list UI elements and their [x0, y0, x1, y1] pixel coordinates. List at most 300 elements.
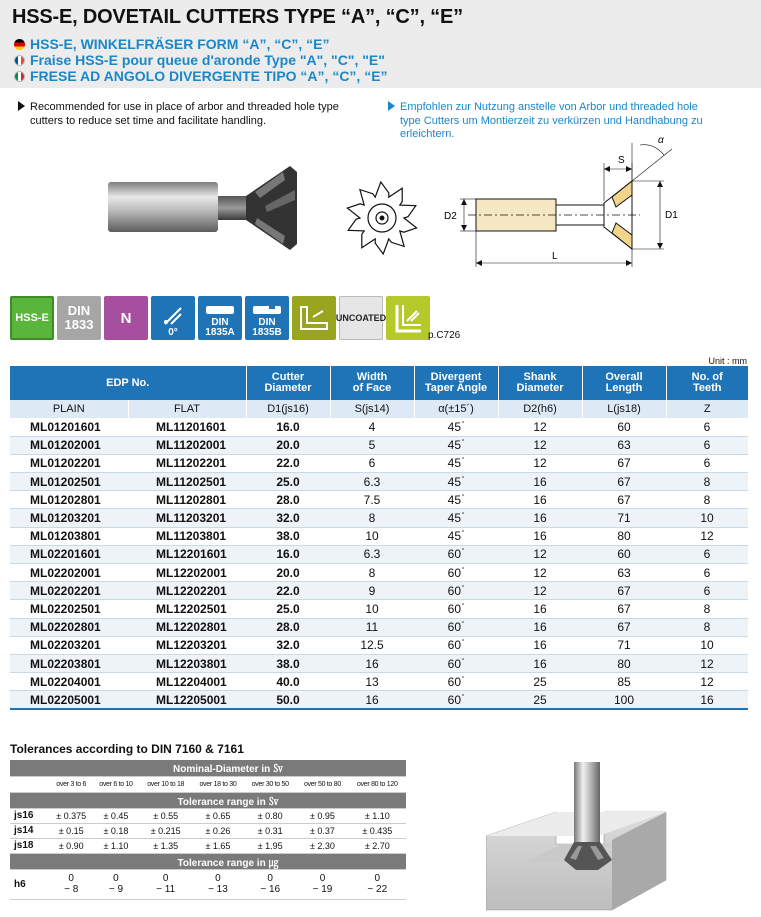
cell-flat: ML11203201	[128, 509, 246, 527]
badge-n	[104, 296, 148, 340]
tolerance-corner	[10, 776, 50, 792]
cell-z: 6	[666, 582, 748, 600]
cell-s: 13	[330, 673, 414, 691]
table-row	[10, 436, 748, 454]
tolerance-value: ± 0.18	[92, 823, 139, 838]
cell-d1: 32.0	[246, 636, 330, 654]
cell-s: 11	[330, 618, 414, 636]
degree-mark: ˚	[462, 603, 465, 611]
subtitle-fr-text: Fraise HSS-E pour queue d'aronde Type "A", "C", "E"	[30, 52, 385, 68]
subheader-z: Z	[666, 400, 748, 418]
tolerance-row	[10, 838, 406, 853]
product-table	[10, 366, 748, 710]
h6-upper: 0	[374, 873, 381, 884]
cell-alpha: 45˚	[414, 473, 498, 491]
tolerance-value: ± 0.80	[244, 808, 296, 823]
cell-s: 16	[330, 654, 414, 672]
tolerance-value: ± 0.15	[50, 823, 92, 838]
cell-d2: 16	[498, 636, 582, 654]
h6-upper: 0	[319, 873, 326, 884]
cell-d2: 16	[498, 527, 582, 545]
cell-plain: ML02203801	[10, 654, 128, 672]
badge-helix-angle	[151, 296, 195, 340]
table-row	[10, 600, 748, 618]
label-s: S	[618, 155, 625, 166]
cell-flat: ML11202201	[128, 454, 246, 472]
tolerance-value: ± 1.10	[92, 838, 139, 853]
table-row	[10, 636, 748, 654]
cutter-photo	[105, 160, 305, 260]
tolerance-corner	[10, 853, 50, 869]
cell-plain: ML02202001	[10, 564, 128, 582]
cell-d2: 12	[498, 436, 582, 454]
header-teeth: No. of Teeth	[666, 366, 748, 400]
cell-flat: ML12205001	[128, 691, 246, 709]
cell-plain: ML02202201	[10, 582, 128, 600]
cell-d1: 40.0	[246, 673, 330, 691]
badge-din-top: DIN	[67, 303, 91, 318]
cell-d2: 12	[498, 545, 582, 563]
tolerance-label: js14	[10, 823, 50, 838]
cell-alpha: 60˚	[414, 618, 498, 636]
cell-l: 100	[582, 691, 666, 709]
tolerance-nominal-header	[10, 760, 406, 776]
table-row	[10, 509, 748, 527]
german-flag-icon	[14, 39, 25, 50]
subtitle-it-text: FRESE AD ANGOLO DIVERGENTE TIPO “A”, “C”, “E”	[30, 68, 388, 84]
cell-alpha: 45˚	[414, 436, 498, 454]
cell-d1: 16.0	[246, 545, 330, 563]
cell-l: 71	[582, 509, 666, 527]
cell-d2: 16	[498, 473, 582, 491]
table-row	[10, 473, 748, 491]
cell-alpha: 60˚	[414, 545, 498, 563]
subheader-flat: FLAT	[128, 400, 246, 418]
cell-z: 8	[666, 473, 748, 491]
label-d1: D1	[665, 210, 678, 221]
italian-flag-icon	[14, 71, 25, 82]
tolerance-table	[10, 760, 406, 900]
degree-mark: ˚	[462, 531, 465, 539]
cell-flat: ML11202501	[128, 473, 246, 491]
table-row	[10, 582, 748, 600]
tolerance-value: ± 0.435	[349, 823, 406, 838]
cell-l: 71	[582, 636, 666, 654]
range-cell: over 18 to 30	[192, 776, 244, 792]
cell-d2: 16	[498, 654, 582, 672]
tolerance-range-mm-header: Tolerance range in ㏜	[50, 792, 406, 808]
degree-mark: ˚	[462, 494, 465, 502]
cell-alpha: 45˚	[414, 509, 498, 527]
page-title: HSS-E, DOVETAIL CUTTERS TYPE “A”, “C”, “E”	[12, 6, 463, 28]
subheader-alpha: α(±15´)	[414, 400, 498, 418]
cell-flat: ML12201601	[128, 545, 246, 563]
cell-d2: 25	[498, 673, 582, 691]
cell-flat: ML12202801	[128, 618, 246, 636]
badge-uncoated-label: UNCOATED	[335, 313, 387, 323]
cell-d1: 38.0	[246, 527, 330, 545]
cell-z: 12	[666, 654, 748, 672]
cell-l: 67	[582, 600, 666, 618]
cell-d2: 12	[498, 582, 582, 600]
subheader-d2: D2(h6)	[498, 400, 582, 418]
cell-d1: 16.0	[246, 418, 330, 436]
table-row	[10, 418, 748, 436]
tolerance-value: ± 2.70	[349, 838, 406, 853]
badge-din-bottom: 1833	[64, 317, 94, 332]
table-row	[10, 545, 748, 563]
badge-din-b-top: DIN	[258, 317, 276, 328]
table-row	[10, 673, 748, 691]
cell-s: 12.5	[330, 636, 414, 654]
tolerance-value: ± 0.215	[140, 823, 192, 838]
badge-din-1833	[57, 296, 101, 340]
cell-s: 7.5	[330, 491, 414, 509]
cell-alpha: 60˚	[414, 654, 498, 672]
tolerance-value: ± 0.65	[192, 808, 244, 823]
degree-mark: ˚	[462, 513, 465, 521]
badge-hss-label: HSS-E	[15, 312, 49, 324]
cell-s: 10	[330, 600, 414, 618]
tolerance-value: ± 0.45	[92, 808, 139, 823]
header-cutter-diameter: Cutter Diameter	[246, 366, 330, 400]
h6-lower: − 9	[108, 884, 124, 895]
range-cell: over 3 to 6	[50, 776, 92, 792]
table-row	[10, 491, 748, 509]
range-cell: over 50 to 80	[296, 776, 348, 792]
cell-d2: 12	[498, 564, 582, 582]
tolerance-value: ± 1.65	[192, 838, 244, 853]
cell-flat: ML12203801	[128, 654, 246, 672]
cell-z: 10	[666, 636, 748, 654]
badge-din-1835b	[245, 296, 289, 340]
degree-mark: ˚	[462, 549, 465, 557]
cell-alpha: 60˚	[414, 564, 498, 582]
cell-z: 6	[666, 418, 748, 436]
cell-z: 10	[666, 509, 748, 527]
cell-l: 60	[582, 418, 666, 436]
cell-d2: 16	[498, 600, 582, 618]
cell-l: 63	[582, 436, 666, 454]
bullet-triangle-icon	[18, 101, 25, 111]
note-en-line2: cutters to reduce set time and facilitate handling.	[30, 114, 267, 127]
tolerance-label: js18	[10, 838, 50, 853]
subheader-l: L(js18)	[582, 400, 666, 418]
cell-l: 67	[582, 582, 666, 600]
badge-angle-label: 0°	[168, 327, 178, 338]
shank-plain-icon	[204, 305, 236, 315]
tolerance-value	[244, 869, 296, 899]
tolerance-value: ± 0.26	[192, 823, 244, 838]
shank-shape	[108, 182, 218, 232]
tolerance-title: Tolerances according to DIN 7160 & 7161	[10, 742, 244, 756]
cell-plain: ML01202501	[10, 473, 128, 491]
cell-s: 16	[330, 691, 414, 709]
tolerance-corner	[10, 792, 50, 808]
cell-flat: ML12203201	[128, 636, 246, 654]
h6-lower: − 19	[312, 884, 333, 895]
badge-din-a-bottom: 1835A	[205, 327, 235, 338]
subheader-plain: PLAIN	[10, 400, 128, 418]
tolerance-value: ± 1.35	[140, 838, 192, 853]
cell-z: 6	[666, 545, 748, 563]
cell-s: 6.3	[330, 473, 414, 491]
cell-flat: ML11203801	[128, 527, 246, 545]
cell-plain: ML02202801	[10, 618, 128, 636]
cell-d1: 28.0	[246, 618, 330, 636]
header-edp: EDP No.	[10, 366, 246, 400]
cell-s: 8	[330, 509, 414, 527]
dovetail-cut-icon	[297, 303, 331, 333]
badge-din-a-top: DIN	[211, 317, 229, 328]
tolerance-value	[349, 869, 406, 899]
cell-l: 67	[582, 618, 666, 636]
degree-mark: ˚	[462, 440, 465, 448]
cell-plain: ML01203801	[10, 527, 128, 545]
cell-flat: ML11202001	[128, 436, 246, 454]
range-cell: over 6 to 10	[92, 776, 139, 792]
tolerance-value: ± 0.95	[296, 808, 348, 823]
cell-l: 85	[582, 673, 666, 691]
subheader-d1: D1(js16)	[246, 400, 330, 418]
degree-mark: ˚	[462, 476, 465, 484]
page-reference: p.C726	[428, 330, 461, 341]
cell-z: 16	[666, 691, 748, 709]
cell-alpha: 45˚	[414, 454, 498, 472]
h6-lower: − 22	[367, 884, 388, 895]
h6-lower: − 13	[208, 884, 228, 895]
subheader-s: S(js14)	[330, 400, 414, 418]
cell-s: 6.3	[330, 545, 414, 563]
header-taper-angle: Divergent Taper Angle	[414, 366, 498, 400]
degree-mark: ˚	[462, 585, 465, 593]
tolerance-range-um-header: Tolerance range in ㎍	[50, 853, 406, 869]
note-de-line2: type Cutters um Montierzeit zu verkürzen und Handhabung zu	[400, 114, 703, 127]
tolerance-value	[92, 869, 139, 899]
tolerance-value: ± 0.90	[50, 838, 92, 853]
cell-d2: 12	[498, 454, 582, 472]
cell-l: 60	[582, 545, 666, 563]
range-cell: over 10 to 18	[140, 776, 192, 792]
cell-alpha: 60˚	[414, 673, 498, 691]
header-overall-length: Overall Length	[582, 366, 666, 400]
tolerance-mm-header	[10, 792, 406, 808]
cell-plain: ML02205001	[10, 691, 128, 709]
note-de-line1: Empfohlen zur Nutzung anstelle von Arbor und threaded hole	[400, 101, 698, 113]
tolerance-value: ± 0.375	[50, 808, 92, 823]
badge-uncoated	[335, 296, 387, 340]
cell-d2: 16	[498, 509, 582, 527]
cell-z: 8	[666, 491, 748, 509]
tolerance-um-header	[10, 853, 406, 869]
tolerance-value: ± 0.37	[296, 823, 348, 838]
cell-plain: ML02201601	[10, 545, 128, 563]
cell-plain: ML01201601	[10, 418, 128, 436]
cell-alpha: 60˚	[414, 582, 498, 600]
note-en-line1: Recommended for use in place of arbor and threaded hole type	[30, 101, 339, 113]
degree-mark: ˚	[462, 567, 465, 575]
badge-n-label: N	[120, 309, 132, 327]
helix-angle-icon	[161, 304, 185, 326]
cell-d1: 50.0	[246, 691, 330, 709]
cell-plain: ML01202801	[10, 491, 128, 509]
cell-d2: 16	[498, 618, 582, 636]
table-row	[10, 454, 748, 472]
tolerance-value: ± 0.31	[244, 823, 296, 838]
badge-din-1835a	[198, 296, 242, 340]
badge-dovetail-cutting	[292, 296, 336, 340]
h6-upper: 0	[215, 873, 221, 884]
cell-s: 9	[330, 582, 414, 600]
tolerance-value	[192, 869, 244, 899]
nominal-diameter-header: Nominal-Diameter in ㏜	[50, 760, 406, 776]
cell-plain: ML01202201	[10, 454, 128, 472]
tolerance-value: ± 1.95	[244, 838, 296, 853]
cell-z: 6	[666, 564, 748, 582]
badge-application	[386, 296, 430, 340]
degree-mark: ˚	[462, 640, 465, 648]
cell-z: 6	[666, 436, 748, 454]
tolerance-label: js16	[10, 808, 50, 823]
tolerance-ranges-row	[10, 776, 406, 792]
cell-s: 4	[330, 418, 414, 436]
badge-din-b-bottom: 1835B	[252, 327, 282, 338]
range-cell: over 80 to 120	[349, 776, 406, 792]
cell-z: 8	[666, 600, 748, 618]
tolerance-label: h6	[10, 869, 50, 899]
header-shank-diameter: Shank Diameter	[498, 366, 582, 400]
cell-z: 8	[666, 618, 748, 636]
header-band	[0, 0, 761, 88]
tolerance-row-h6	[10, 869, 406, 899]
cell-d2: 25	[498, 691, 582, 709]
h6-upper: 0	[68, 873, 74, 884]
badge-hss-e	[10, 296, 54, 340]
cell-alpha: 45˚	[414, 418, 498, 436]
table-row	[10, 654, 748, 672]
degree-mark: ˚	[462, 658, 465, 666]
cell-d1: 25.0	[246, 600, 330, 618]
french-flag-icon	[14, 55, 25, 66]
cell-d1: 20.0	[246, 436, 330, 454]
tolerance-value	[50, 869, 92, 899]
cell-flat: ML12202201	[128, 582, 246, 600]
cell-d1: 20.0	[246, 564, 330, 582]
cell-flat: ML12202001	[128, 564, 246, 582]
cell-s: 5	[330, 436, 414, 454]
tolerance-value	[140, 869, 192, 899]
cell-s: 8	[330, 564, 414, 582]
cell-s: 10	[330, 527, 414, 545]
cell-d1: 38.0	[246, 654, 330, 672]
tolerance-value: ± 0.55	[140, 808, 192, 823]
tolerance-value: ± 2.30	[296, 838, 348, 853]
degree-mark: ˚	[462, 421, 465, 429]
degree-mark: ˚	[462, 694, 465, 702]
subtitle-it	[14, 68, 388, 84]
degree-mark: ˚	[462, 676, 465, 684]
cell-plain: ML01203201	[10, 509, 128, 527]
workpiece-illustration	[486, 762, 676, 912]
cell-d1: 28.0	[246, 491, 330, 509]
tolerance-row	[10, 808, 406, 823]
cell-s: 6	[330, 454, 414, 472]
range-cell: over 30 to 50	[244, 776, 296, 792]
tolerance-value: ± 1.10	[349, 808, 406, 823]
subtitle-fr	[14, 52, 385, 68]
cell-l: 80	[582, 527, 666, 545]
cell-alpha: 45˚	[414, 491, 498, 509]
subtitle-de-text: HSS-E, WINKELFRÄSER FORM “A”, “C”, “E”	[30, 36, 330, 52]
note-english	[18, 101, 339, 128]
table-row	[10, 527, 748, 545]
tolerance-row	[10, 823, 406, 838]
table-row	[10, 691, 748, 709]
table-row	[10, 618, 748, 636]
unit-label: Unit : mm	[708, 356, 747, 366]
cell-alpha: 60˚	[414, 691, 498, 709]
h6-lower: − 11	[156, 884, 176, 895]
cell-l: 67	[582, 473, 666, 491]
degree-mark: ˚	[462, 622, 465, 630]
cell-plain: ML02203201	[10, 636, 128, 654]
spec-badges	[10, 296, 430, 340]
cell-d2: 12	[498, 418, 582, 436]
label-l: L	[552, 251, 558, 262]
cell-z: 12	[666, 527, 748, 545]
h6-upper: 0	[113, 873, 119, 884]
h6-upper: 0	[162, 873, 169, 884]
header-width-of-face: Width of Face	[330, 366, 414, 400]
cutter-end-view	[342, 178, 422, 258]
cell-l: 80	[582, 654, 666, 672]
cell-l: 63	[582, 564, 666, 582]
cell-z: 12	[666, 673, 748, 691]
cell-alpha: 60˚	[414, 636, 498, 654]
tolerance-corner	[10, 760, 50, 776]
application-icon	[391, 301, 425, 335]
h6-upper: 0	[267, 873, 273, 884]
note-de-line3: erleichtern.	[400, 128, 455, 140]
cell-plain: ML02202501	[10, 600, 128, 618]
subtitle-de	[14, 36, 329, 52]
tolerance-value	[296, 869, 348, 899]
cell-plain: ML02204001	[10, 673, 128, 691]
h6-lower: − 8	[64, 884, 79, 895]
degree-mark: ˚	[462, 458, 465, 466]
cell-d1: 22.0	[246, 454, 330, 472]
cell-alpha: 60˚	[414, 600, 498, 618]
cell-flat: ML11202801	[128, 491, 246, 509]
cell-d1: 22.0	[246, 582, 330, 600]
cell-l: 67	[582, 454, 666, 472]
cell-d2: 16	[498, 491, 582, 509]
bullet-triangle-icon	[388, 101, 395, 111]
cell-z: 6	[666, 454, 748, 472]
label-d2: D2	[444, 211, 457, 222]
technical-drawing	[440, 135, 750, 275]
neck-shape	[218, 196, 246, 220]
cell-flat: ML12202501	[128, 600, 246, 618]
cell-d1: 25.0	[246, 473, 330, 491]
cell-alpha: 45˚	[414, 527, 498, 545]
cell-d1: 32.0	[246, 509, 330, 527]
cell-flat: ML11201601	[128, 418, 246, 436]
cell-flat: ML12204001	[128, 673, 246, 691]
table-row	[10, 564, 748, 582]
shank-flat-icon	[251, 305, 283, 315]
cell-plain: ML01202001	[10, 436, 128, 454]
